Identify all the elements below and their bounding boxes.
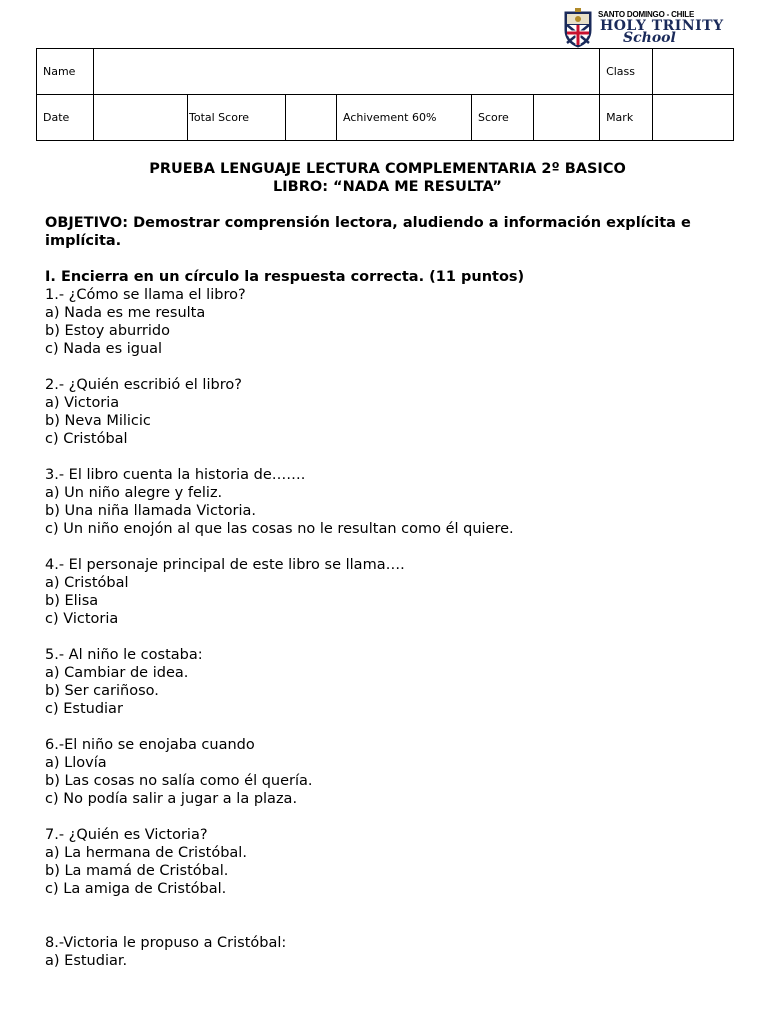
class-field[interactable] — [653, 49, 734, 95]
name-field[interactable] — [94, 49, 600, 95]
school-logo — [563, 8, 724, 48]
total-score-field[interactable] — [286, 95, 337, 141]
test-content — [45, 160, 735, 970]
student-info-table — [36, 48, 734, 141]
question-text: 3.- El libro cuenta la historia de……. — [45, 467, 306, 483]
answer-option[interactable]: a) Cambiar de idea. — [45, 665, 189, 681]
answer-option[interactable]: c) Nada es igual — [45, 341, 163, 357]
question-5 — [45, 646, 735, 718]
answer-option[interactable]: b) Ser cariñoso. — [45, 683, 159, 699]
score-label: Score — [472, 95, 534, 141]
answer-option[interactable]: b) Una niña llamada Victoria. — [45, 503, 256, 519]
question-text: 5.- Al niño le costaba: — [45, 647, 203, 663]
answer-option[interactable]: b) Estoy aburrido — [45, 323, 170, 339]
answer-option[interactable]: b) Neva Milicic — [45, 413, 151, 429]
title-line-1: PRUEBA LENGUAJE LECTURA COMPLEMENTARIA 2º BASICO — [149, 161, 626, 177]
answer-option[interactable]: a) La hermana de Cristóbal. — [45, 845, 247, 861]
question-text: 7.- ¿Quién es Victoria? — [45, 827, 208, 843]
answer-option[interactable]: c) Cristóbal — [45, 431, 128, 447]
question-8 — [45, 934, 735, 970]
answer-option[interactable]: a) Cristóbal — [45, 575, 129, 591]
title-line-2: LIBRO: “NADA ME RESULTA” — [273, 179, 502, 195]
question-4 — [45, 556, 735, 628]
answer-option[interactable]: a) Victoria — [45, 395, 120, 411]
question-2 — [45, 376, 735, 448]
answer-option[interactable]: a) Llovía — [45, 755, 107, 771]
mark-field[interactable] — [653, 95, 734, 141]
answer-option[interactable]: c) Victoria — [45, 611, 119, 627]
answer-option[interactable]: c) No podía salir a jugar a la plaza. — [45, 791, 298, 807]
school-crest-icon — [563, 8, 593, 48]
answer-option[interactable]: a) Un niño alegre y feliz. — [45, 485, 223, 501]
total-score-label: Total Score — [188, 95, 286, 141]
question-text: 4.- El personaje principal de este libro se llama…. — [45, 557, 405, 573]
answer-option[interactable]: a) Estudiar. — [45, 953, 128, 969]
logo-school-word: School — [623, 30, 676, 46]
answer-option[interactable]: b) Elisa — [45, 593, 99, 609]
answer-option[interactable]: b) Las cosas no salía como él quería. — [45, 773, 313, 789]
name-label: Name — [37, 49, 94, 95]
answer-option[interactable]: a) Nada es me resulta — [45, 305, 206, 321]
table-row — [37, 95, 734, 141]
question-6 — [45, 736, 735, 808]
answer-option[interactable]: b) La mamá de Cristóbal. — [45, 863, 229, 879]
question-text: 1.- ¿Cómo se llama el libro? — [45, 287, 246, 303]
question-7 — [45, 826, 735, 898]
date-label: Date — [37, 95, 94, 141]
section-heading: I. Encierra en un círculo la respuesta correcta. (11 puntos) — [45, 269, 525, 285]
question-text: 8.-Victoria le propuso a Cristóbal: — [45, 935, 287, 951]
score-field[interactable] — [534, 95, 600, 141]
answer-option[interactable]: c) Un niño enojón al que las cosas no le resultan como él quiere. — [45, 521, 514, 537]
question-text: 2.- ¿Quién escribió el libro? — [45, 377, 242, 393]
objective-text: OBJETIVO: Demostrar comprensión lectora, aludiendo a información explícita e implícita. — [45, 215, 691, 249]
question-text: 6.-El niño se enojaba cuando — [45, 737, 255, 753]
date-field[interactable] — [94, 95, 188, 141]
table-row — [37, 49, 734, 95]
question-1 — [45, 286, 735, 358]
answer-option[interactable]: c) Estudiar — [45, 701, 123, 717]
test-title — [40, 160, 735, 196]
achievement-label: Achivement 60% — [337, 95, 472, 141]
question-3 — [45, 466, 735, 538]
class-label: Class — [600, 49, 653, 95]
logo-location: SANTO DOMINGO - CHILE — [598, 10, 695, 19]
answer-option[interactable]: c) La amiga de Cristóbal. — [45, 881, 227, 897]
logo-school-name: HOLY TRINITY — [600, 18, 724, 34]
mark-label: Mark — [600, 95, 653, 141]
